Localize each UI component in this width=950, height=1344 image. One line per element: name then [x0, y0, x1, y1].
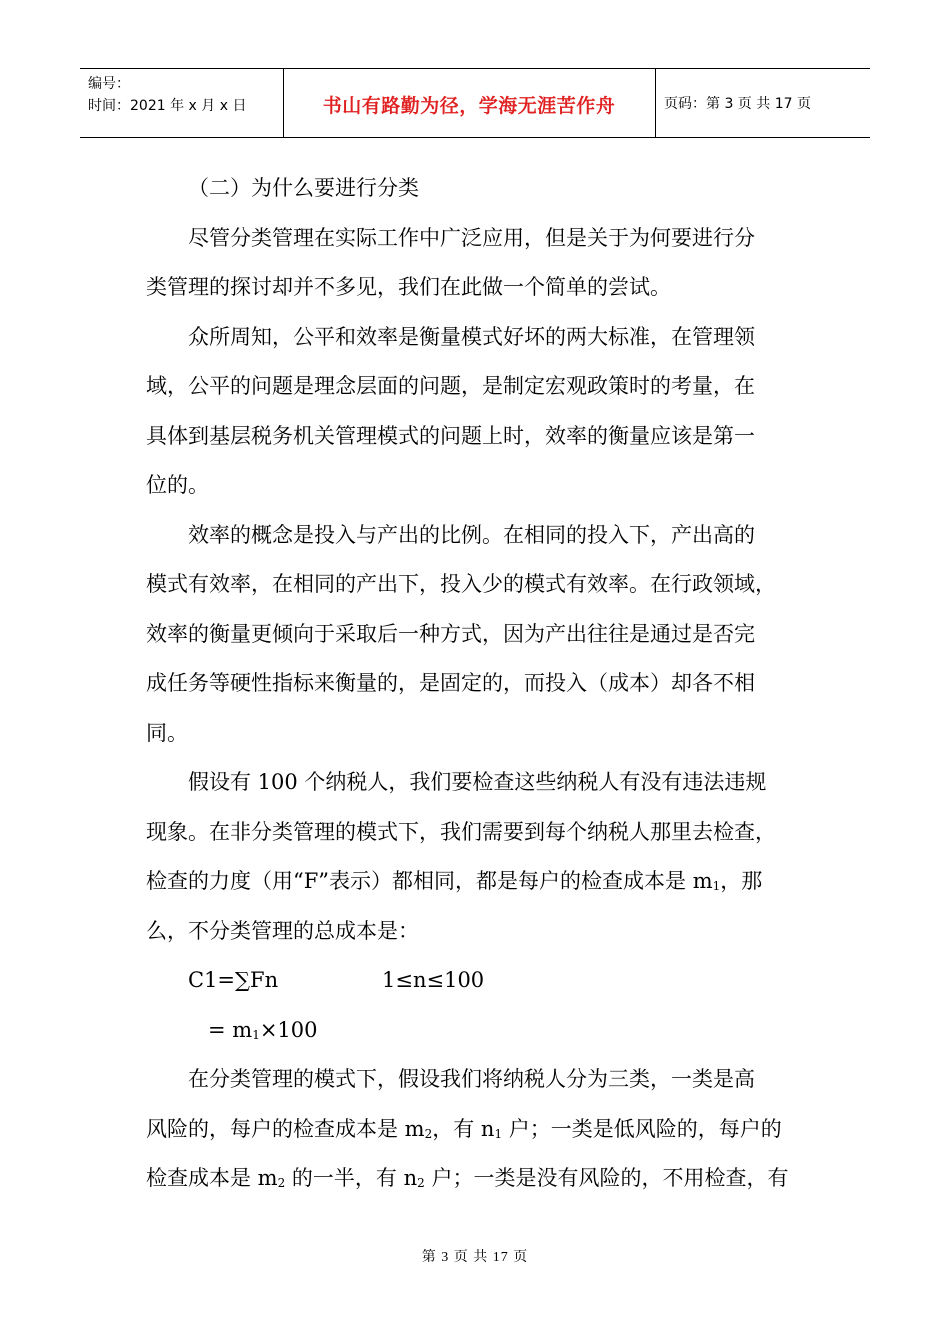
number-label: 编号： [88, 76, 130, 92]
text-line: 模式有效率，在相同的产出下，投入少的模式有效率。在行政领域， [146, 572, 776, 596]
formula-range: 1≤n≤100 [382, 968, 485, 992]
text-run: 的一半，有 n [285, 1166, 418, 1190]
paragraph-2 [146, 313, 816, 511]
subscript: 1 [494, 1126, 503, 1141]
header-divider [655, 69, 656, 137]
text-line: 在分类管理的模式下，假设我们将纳税人分为三类，一类是高 [188, 1067, 755, 1091]
text-line: 众所周知，公平和效率是衡量模式好坏的两大标准，在管理领 [188, 324, 755, 349]
paragraph-4 [146, 758, 816, 956]
text-run: 户；一类是低风险的，每户的 [502, 1116, 782, 1141]
header-page-info: 页码：第 3 页 共 17 页 [664, 96, 811, 112]
text-line: 效率的衡量更倾向于采取后一种方式，因为产出往往是通过是否完 [146, 621, 755, 646]
subscript: 1 [252, 1027, 260, 1042]
text-line [146, 857, 816, 907]
page-footer: 第 3 页 共 17 页 [421, 1250, 529, 1265]
text-run: = m [208, 1017, 253, 1042]
formula-line-1 [146, 956, 816, 1006]
section-heading: （二）为什么要进行分类 [188, 176, 419, 200]
text-line: 尽管分类管理在实际工作中广泛应用，但是关于为何要进行分 [188, 225, 755, 250]
text-line: 效率的概念是投入与产出的比例。在相同的投入下，产出高的 [188, 522, 755, 547]
subscript: 1 [712, 879, 721, 893]
text-run: 户；一类是没有风险的，不用检查，有 [424, 1166, 789, 1190]
text-line: 同。 [146, 720, 188, 745]
text-run: ，那 [720, 869, 763, 893]
paragraph-1 [146, 214, 816, 313]
text-line: 成任务等硬性指标来衡量的，是固定的，而投入（成本）却各不相 [146, 671, 755, 695]
text-run: 检查成本是 m [146, 1166, 278, 1190]
text-line [146, 1154, 816, 1204]
text-line [146, 1105, 816, 1155]
header-meta [88, 73, 246, 117]
subscript: 2 [424, 1126, 433, 1141]
formula [146, 956, 816, 1055]
header-motto: 书山有路勤为径，学海无涯苦作舟 [322, 95, 616, 117]
subscript: 2 [277, 1176, 286, 1190]
text-line: 现象。在非分类管理的模式下，我们需要到每个纳税人那里去检查， [146, 819, 776, 844]
text-line: 位的。 [146, 473, 209, 497]
text-run: ×100 [259, 1017, 318, 1042]
text-line: 类管理的探讨却并不多见，我们在此做一个简单的尝试。 [146, 275, 671, 299]
text-line: 假设有 100 个纳税人，我们要检查这些纳税人有没有违法违规 [188, 770, 767, 794]
text-line: 域，公平的问题是理念层面的问题，是制定宏观政策时的考量，在 [146, 374, 755, 398]
text-run: 风险的，每户的检查成本是 m [146, 1116, 425, 1141]
text-line: 具体到基层税务机关管理模式的问题上时，效率的衡量应该是第一 [146, 423, 755, 448]
formula-line-2 [146, 1006, 816, 1056]
text-line: 么，不分类管理的总成本是： [146, 918, 419, 943]
document-body [146, 164, 816, 1204]
formula-result [208, 1006, 318, 1056]
paragraph-5 [146, 1055, 816, 1204]
text-run: ，有 n [432, 1116, 495, 1141]
paragraph-3 [146, 511, 816, 759]
subscript: 2 [417, 1176, 425, 1190]
text-run: 检查的力度（用“F”表示）都相同，都是每户的检查成本是 m [146, 869, 713, 893]
header-table [80, 68, 870, 138]
formula-sum: C1=∑Fn [188, 968, 279, 992]
time-label: 时间：2021 年 x 月 x 日 [88, 98, 247, 114]
